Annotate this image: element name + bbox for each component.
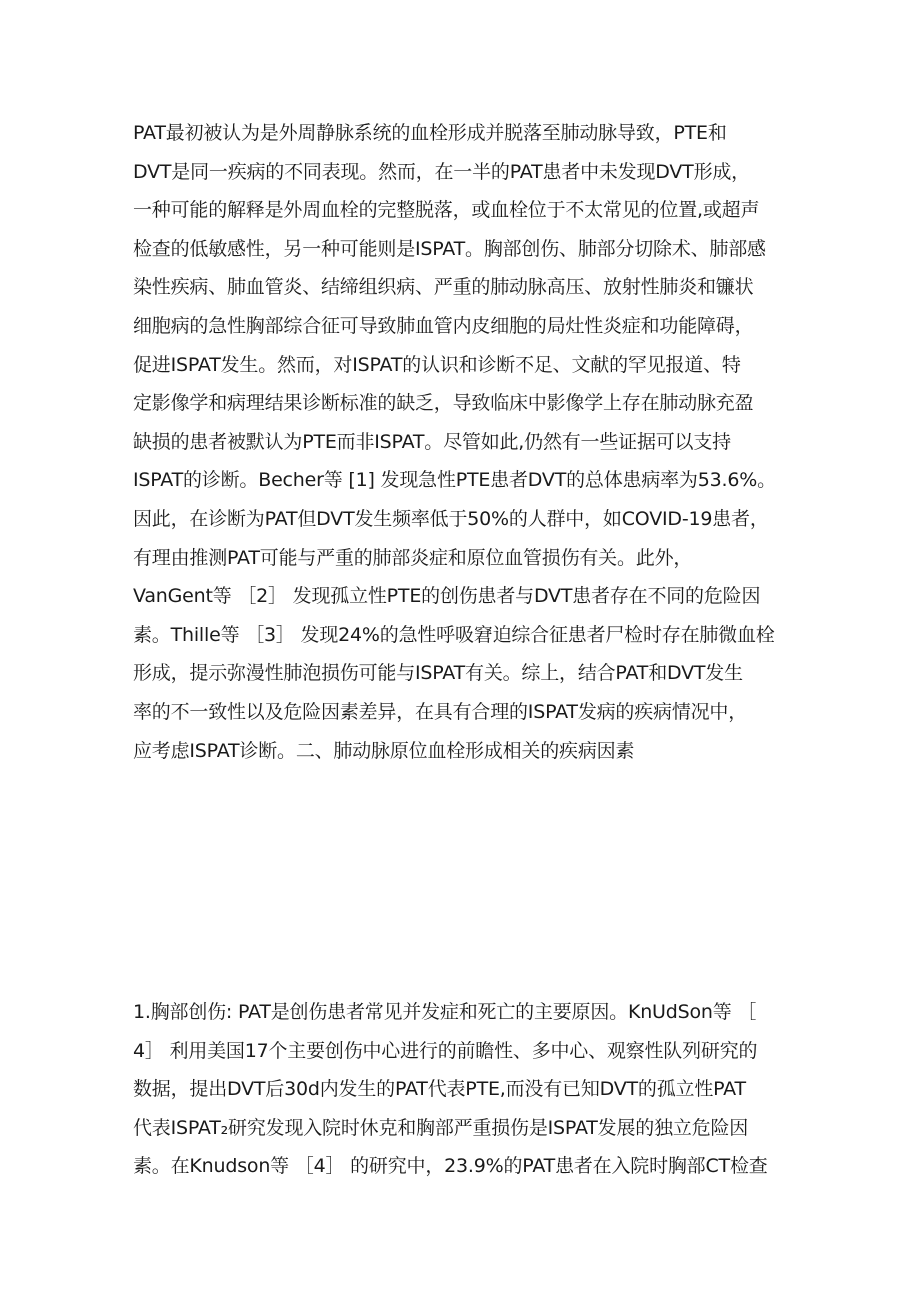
text-line: 一种可能的解释是外周血栓的完整脱落，或血栓位于不太常见的位置,或超声 bbox=[133, 199, 760, 222]
text-line: 素。Thille等 ［3］ 发现24%的急性呼吸窘迫综合征患者尸检时存在肺微血栓 bbox=[133, 623, 775, 646]
text-line: 检查的低敏感性，另一种可能则是ISPAT。胸部创伤、肺部分切除术、肺部感 bbox=[133, 237, 766, 260]
text-line: 染性疾病、肺血管炎、结缔组织病、严重的肺动脉高压、放射性肺炎和镰状 bbox=[133, 276, 754, 299]
section-heading-line: 应考虑ISPAT诊断。二、肺动脉原位血栓形成相关的疾病因素 bbox=[133, 739, 635, 762]
text-line: 细胞病的急性胸部综合征可导致肺血管内皮细胞的局灶性炎症和功能障碍， bbox=[133, 314, 754, 337]
text-line: 形成，提示弥漫性肺泡损伤可能与ISPAT有关。综上，结合PAT和DVT发生 bbox=[133, 662, 743, 685]
body-paragraph-1 bbox=[133, 114, 803, 770]
text-line: 因此，在诊断为PAT但DVT发生频率低于50%的人群中，如COVID-19患者， bbox=[133, 507, 769, 530]
text-line: 素。在Knudson等 ［4］ 的研究中，23.9%的PAT患者在入院时胸部CT检查 bbox=[133, 1155, 768, 1178]
text-line: 定影像学和病理结果诊断标准的缺乏，导致临床中影像学上存在肺动脉充盈 bbox=[133, 392, 754, 415]
text-line: 有理由推测PAT可能与严重的肺部炎症和原位血管损伤有关。此外， bbox=[133, 546, 693, 569]
text-line: DVT是同一疾病的不同表现。然而，在一半的PAT患者中未发现DVT形成， bbox=[133, 160, 750, 183]
text-line: PAT最初被认为是外周静脉系统的血栓形成并脱落至肺动脉导致，PTE和 bbox=[133, 122, 727, 144]
text-line: 促进ISPAT发生。然而，对ISPAT的认识和诊断不足、文献的罕见报道、特 bbox=[133, 353, 741, 376]
text-line: 率的不一致性以及危险因素差异，在具有合理的ISPAT发病的疾病情况中， bbox=[133, 700, 748, 723]
text-line: 缺损的患者被默认为PTE而非ISPAT。尽管如此,仍然有一些证据可以支持 bbox=[133, 430, 731, 453]
text-line: VanGent等 ［2］ 发现孤立性PTE的创伤患者与DVT患者存在不同的危险因 bbox=[133, 585, 761, 608]
text-line: 数据，提出DVT后30d内发生的PAT代表PTE,而没有已知DVT的孤立性PAT bbox=[133, 1078, 746, 1101]
text-line: 1.胸部创伤: PAT是创伤患者常见并发症和死亡的主要原因。KnUdSon等 ［ bbox=[133, 1001, 757, 1023]
text-line: 4］ 利用美国17个主要创伤中心进行的前瞻性、多中心、观察性队列研究的 bbox=[133, 1039, 758, 1062]
body-paragraph-2 bbox=[133, 993, 803, 1186]
text-line: 代表ISPAT₂研究发现入院时休克和胸部严重损伤是ISPAT发展的独立危险因 bbox=[133, 1116, 749, 1139]
text-line: ISPAT的诊断。Becher等 [1] 发现急性PTE患者DVT的总体患病率为53.6%。 bbox=[133, 469, 776, 492]
